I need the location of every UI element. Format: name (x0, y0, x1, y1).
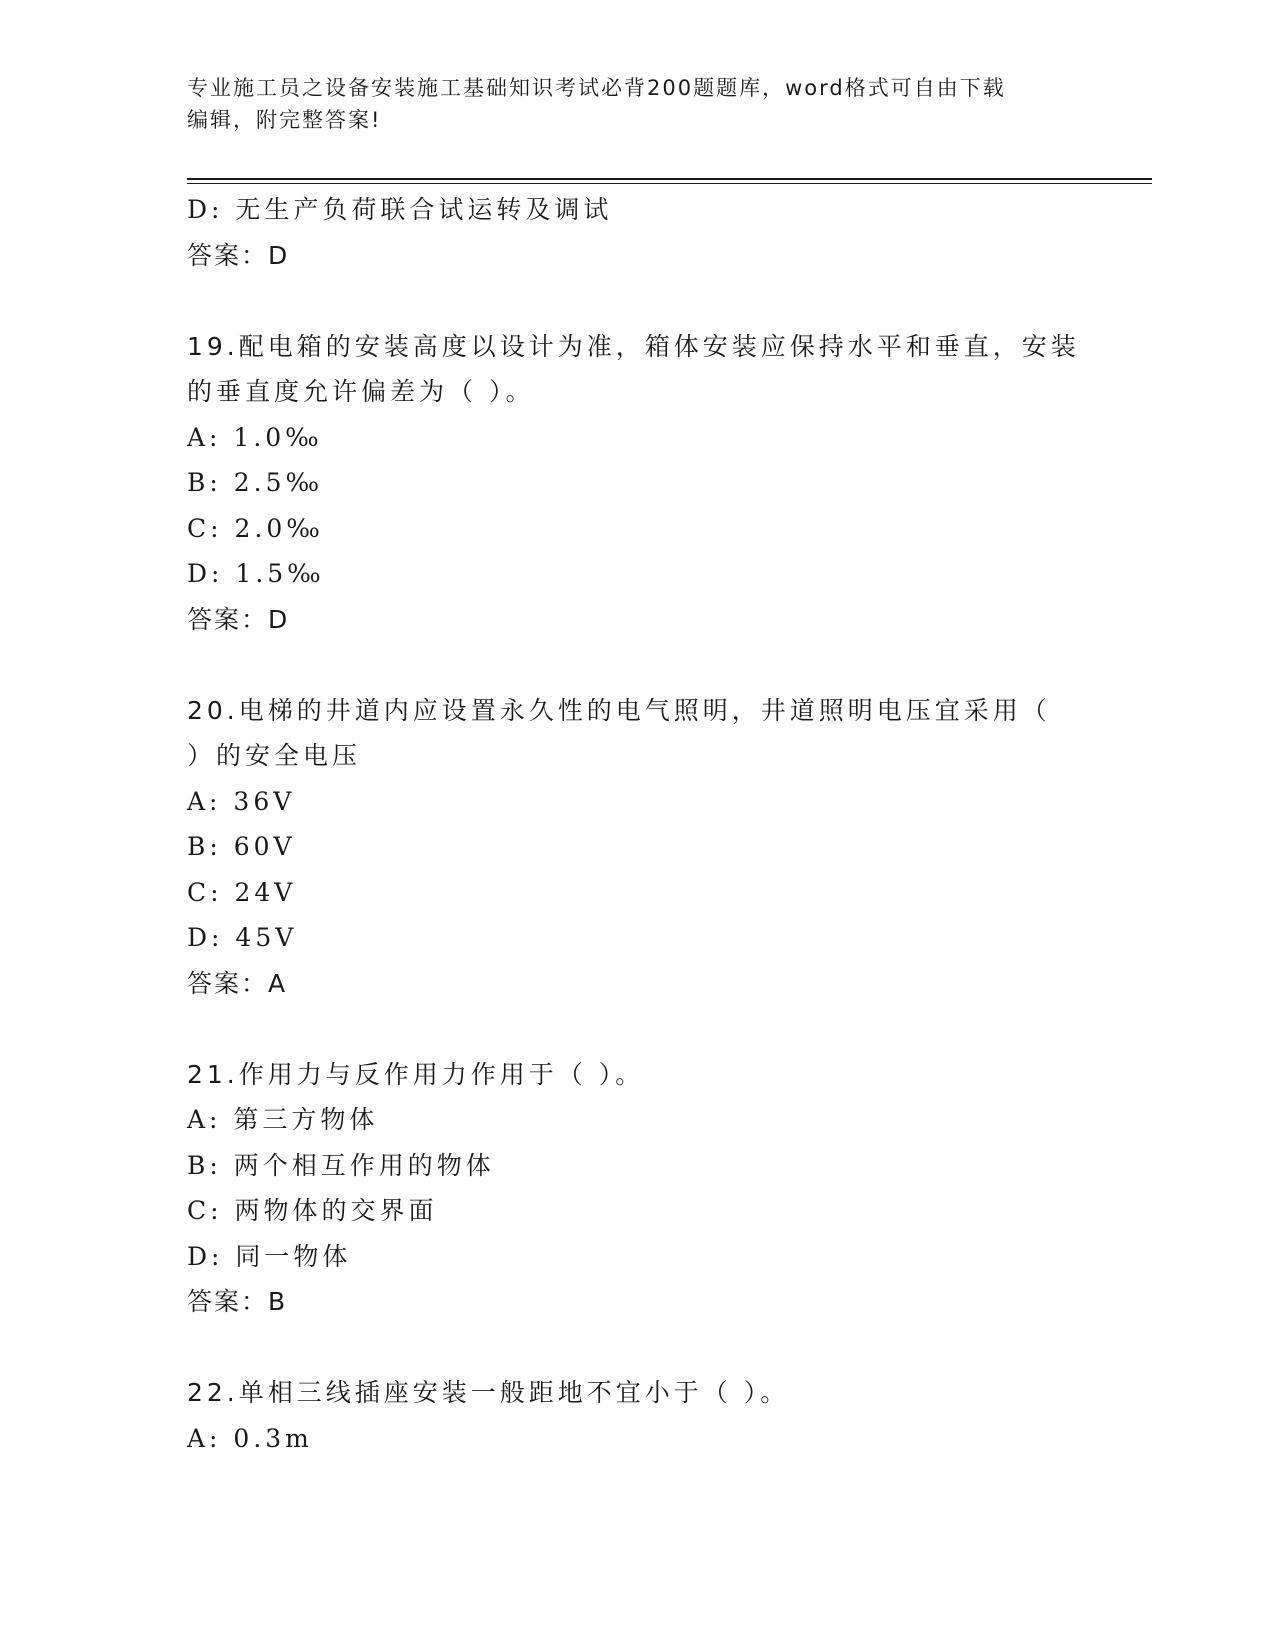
header-title-line1: 专业施工员之设备安装施工基础知识考试必背200题题库，word格式可自由下载 (187, 76, 1006, 100)
option-c: C: 2.0‰ (187, 513, 324, 543)
header-divider-thin (187, 183, 1152, 184)
question-stem: 20.电梯的井道内应设置永久性的电气照明，井道照明电压宜采用（ (187, 695, 1051, 725)
option-d: D: 无生产负荷联合试运转及调试 (187, 195, 613, 224)
option-d: D: 1.5‰ (187, 559, 325, 588)
spacer (187, 1325, 1087, 1371)
option-b: B: 两个相互作用的物体 (187, 1150, 495, 1180)
question-block-22 (187, 1370, 1087, 1461)
spacer (187, 642, 1087, 688)
answer-line: 答案：A (187, 968, 288, 998)
option-c: C: 24V (187, 877, 297, 907)
question-block-19 (187, 324, 1087, 643)
answer-line: 答案：D (187, 604, 290, 634)
spacer (187, 278, 1087, 324)
option-d: D: 45V (187, 923, 298, 952)
question-block-18 (187, 187, 1087, 278)
question-list (187, 187, 1087, 1461)
answer-line: 答案：B (187, 1287, 288, 1316)
header-title-line2: 编辑，附完整答案! (187, 108, 382, 132)
question-block-20 (187, 688, 1087, 1007)
question-stem-continued: ）的安全电压 (187, 741, 362, 770)
option-b: B: 2.5‰ (187, 468, 324, 497)
option-a: A: 1.0‰ (187, 422, 323, 452)
document-header (187, 72, 1087, 136)
header-divider-thick (187, 178, 1152, 180)
question-stem: 21.作用力与反作用力作用于（ ）。 (187, 1059, 645, 1089)
answer-line: 答案：D (187, 240, 290, 270)
option-d: D: 同一物体 (187, 1241, 352, 1271)
question-stem-continued: 的垂直度允许偏差为（ ）。 (187, 377, 535, 406)
question-stem: 22.单相三线插座安装一般距地不宜小于（ ）。 (187, 1378, 790, 1407)
question-block-21 (187, 1052, 1087, 1325)
option-a: A: 36V (187, 786, 296, 816)
option-a: A: 第三方物体 (187, 1105, 379, 1134)
option-b: B: 60V (187, 832, 296, 861)
option-c: C: 两物体的交界面 (187, 1196, 438, 1225)
spacer (187, 1006, 1087, 1052)
option-a: A: 0.3m (187, 1423, 313, 1453)
question-stem: 19.配电箱的安装高度以设计为准，箱体安装应保持水平和垂直，安装 (187, 331, 1080, 361)
